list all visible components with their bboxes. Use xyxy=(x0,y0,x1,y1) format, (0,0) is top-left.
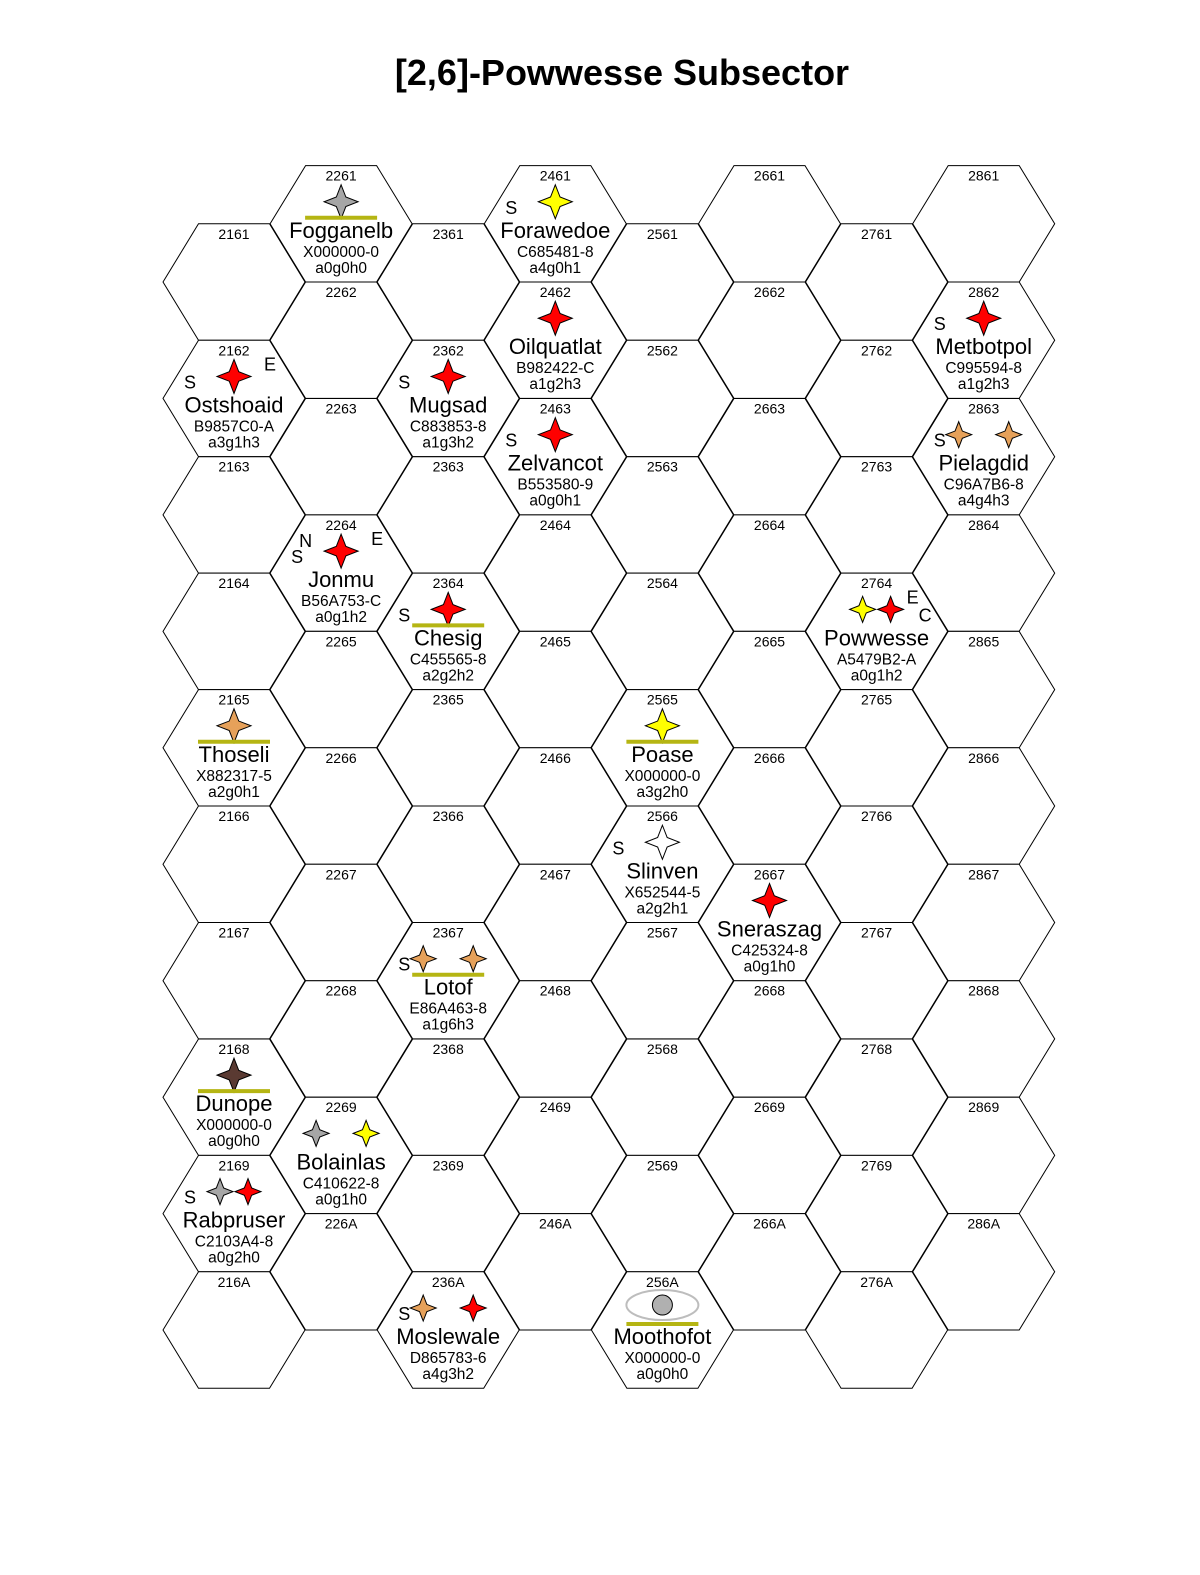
hex-number: 2468 xyxy=(539,982,571,999)
hex-number: 226A xyxy=(324,1215,358,1232)
hex-number: 2561 xyxy=(646,225,678,242)
world-name: Metbotpol xyxy=(935,334,1033,360)
hex-number: 2466 xyxy=(539,749,571,766)
base-code-e: E xyxy=(906,587,919,608)
hex-number: 2568 xyxy=(646,1040,678,1057)
world-name: Powwesse xyxy=(824,625,930,651)
hex-number: 2861 xyxy=(968,167,1000,184)
world-trade-code: a3g2h0 xyxy=(636,783,689,801)
hex-number: 2864 xyxy=(968,516,1000,533)
hex-number: 256A xyxy=(646,1273,679,1290)
hex-number: 2862 xyxy=(968,284,1000,301)
hex-number: 2369 xyxy=(432,1157,464,1174)
world-name: Moothofot xyxy=(613,1324,712,1350)
hex-number: 2365 xyxy=(432,691,464,708)
hex-number: 2167 xyxy=(218,924,250,941)
hex-number: 216A xyxy=(217,1273,251,1290)
hex-number: 2762 xyxy=(861,342,893,359)
world-uwp: B9857C0-A xyxy=(193,418,275,436)
world-trade-code: a2g0h1 xyxy=(208,783,260,801)
hex-number: 236A xyxy=(431,1273,465,1290)
world-uwp: C96A7B6-8 xyxy=(943,476,1024,494)
base-code-s: S xyxy=(184,372,197,393)
hex-number: 2362 xyxy=(432,342,464,359)
hex-number: 2868 xyxy=(968,982,1000,999)
world-trade-code: a0g1h2 xyxy=(315,609,367,627)
hex-number: 2866 xyxy=(968,749,1000,766)
base-code-s: S xyxy=(505,430,518,451)
hex-number: 2164 xyxy=(218,575,250,592)
world-trade-code: a0g1h0 xyxy=(315,1191,367,1209)
world-uwp: X000000-0 xyxy=(624,767,701,785)
hex-number: 2566 xyxy=(646,808,678,825)
world-trade-code: a0g1h0 xyxy=(743,958,796,976)
hex-number: 2667 xyxy=(753,866,786,883)
hex-number: 2465 xyxy=(539,633,571,650)
world-trade-code: a1g6h3 xyxy=(422,1016,475,1034)
hex-number: 2165 xyxy=(218,691,250,708)
world-name: Zelvancot xyxy=(507,450,603,476)
page-title: [2,6]-Powwesse Subsector xyxy=(394,52,850,93)
hex-number: 2168 xyxy=(218,1040,250,1057)
base-code-s: S xyxy=(398,605,411,626)
hex-number: 2364 xyxy=(432,575,464,592)
world-trade-code: a1g2h3 xyxy=(957,376,1010,394)
world-uwp: D865783-6 xyxy=(409,1350,487,1368)
hex-number: 2162 xyxy=(218,342,250,359)
hex-number: 2563 xyxy=(646,458,678,475)
hex-number: 2569 xyxy=(646,1157,678,1174)
base-code-s: S xyxy=(184,1187,197,1208)
base-code-s: S xyxy=(933,430,946,451)
world-trade-code: a0g0h0 xyxy=(208,1133,260,1151)
hex-number: 2361 xyxy=(432,225,464,242)
world-name: Sneraszag xyxy=(716,916,823,942)
hex-number: 2363 xyxy=(432,458,464,475)
hex-number: 2262 xyxy=(325,284,357,301)
world-name: Fogganelb xyxy=(289,217,394,243)
world-trade-code: a4g0h1 xyxy=(529,259,582,277)
hex-number: 2469 xyxy=(539,1099,571,1116)
hex-number: 246A xyxy=(538,1215,572,1232)
hex-number: 2766 xyxy=(861,808,893,825)
world-uwp: B56A753-C xyxy=(301,593,382,611)
world-trade-code: a1g2h3 xyxy=(529,376,582,394)
hex-number: 2163 xyxy=(218,458,250,475)
hex-number: 2261 xyxy=(325,167,357,184)
world-uwp: A5479B2-A xyxy=(836,651,917,669)
world-name: Lotof xyxy=(423,974,473,1000)
world-trade-code: a1g3h2 xyxy=(422,434,475,452)
hex-number: 2763 xyxy=(861,458,893,475)
world-uwp: B982422-C xyxy=(516,360,595,378)
base-code-n: N xyxy=(299,531,313,552)
world-name: Mugsad xyxy=(409,392,488,418)
world-uwp: E86A463-8 xyxy=(409,1000,487,1018)
hex-number: 2768 xyxy=(861,1040,893,1057)
hex-number: 2265 xyxy=(325,633,357,650)
world-uwp: C685481-8 xyxy=(516,243,594,261)
world-trade-code: a3g1h3 xyxy=(208,434,260,452)
world-trade-code: a2g2h1 xyxy=(636,900,689,918)
hex-number: 2266 xyxy=(325,749,357,766)
world-uwp: C883853-8 xyxy=(409,418,487,436)
world-name: Jonmu xyxy=(308,567,375,593)
world-name: Bolainlas xyxy=(296,1149,386,1175)
hex-number: 2263 xyxy=(325,400,357,417)
hex-number: 2169 xyxy=(218,1157,250,1174)
hex-number: 2269 xyxy=(325,1099,357,1116)
world-name: Oilquatlat xyxy=(508,334,602,360)
world-uwp: X000000-0 xyxy=(196,1117,272,1135)
base-code-e: E xyxy=(371,529,384,550)
world-uwp: C425324-8 xyxy=(731,942,808,960)
world-trade-code: a4g4h3 xyxy=(957,492,1010,510)
world-name: Chesig xyxy=(413,625,483,651)
world-name: Dunope xyxy=(195,1091,273,1117)
hex-number: 2665 xyxy=(753,633,786,650)
world-trade-code: a0g2h0 xyxy=(208,1249,260,1267)
hex-number: 2662 xyxy=(753,284,786,301)
hex-number: 2663 xyxy=(753,400,786,417)
hex-number: 2669 xyxy=(753,1099,786,1116)
world-trade-code: a0g0h0 xyxy=(315,259,367,277)
hex-number: 2666 xyxy=(753,749,786,766)
base-code-s: S xyxy=(291,547,304,568)
hex-number: 2268 xyxy=(325,982,357,999)
hex-number: 2761 xyxy=(861,225,893,242)
hex-number: 2764 xyxy=(861,575,893,592)
base-code-s: S xyxy=(398,372,411,393)
world-uwp: B553580-9 xyxy=(517,476,594,494)
hex-number: 2863 xyxy=(968,400,1000,417)
world-uwp: C455565-8 xyxy=(409,651,487,669)
hex-number: 2869 xyxy=(968,1099,1000,1116)
world-trade-code: a0g1h2 xyxy=(850,667,903,685)
base-code-s: S xyxy=(398,1304,411,1325)
base-code-s: S xyxy=(612,838,625,859)
hex-number: 2368 xyxy=(432,1040,464,1057)
hex-number: 2366 xyxy=(432,808,464,825)
base-code-c: C xyxy=(918,605,932,626)
world-trade-code: a4g3h2 xyxy=(422,1366,475,1384)
hex-number: 2664 xyxy=(753,516,786,533)
hex-number: 2562 xyxy=(646,342,678,359)
hex-number: 2462 xyxy=(539,284,571,301)
hex-number: 2264 xyxy=(325,516,357,533)
world-trade-code: a0g0h0 xyxy=(636,1366,689,1384)
base-code-s: S xyxy=(505,197,518,218)
base-code-s: S xyxy=(933,314,946,335)
world-uwp: C995594-8 xyxy=(945,360,1023,378)
base-code-e: E xyxy=(264,354,277,375)
world-name: Moslewale xyxy=(396,1324,501,1350)
hex-number: 2769 xyxy=(861,1157,893,1174)
hex-number: 2166 xyxy=(218,808,250,825)
base-code-s: S xyxy=(398,954,411,975)
world-uwp: C410622-8 xyxy=(302,1175,380,1193)
world-name: Thoseli xyxy=(198,741,270,767)
world-name: Slinven xyxy=(626,858,699,884)
hex-number: 2865 xyxy=(968,633,1000,650)
world-trade-code: a2g2h2 xyxy=(422,667,475,685)
world-trade-code: a0g0h1 xyxy=(529,492,582,510)
hex-number: 2767 xyxy=(861,924,893,941)
world-uwp: C2103A4-8 xyxy=(194,1233,274,1251)
world-name: Pielagdid xyxy=(938,450,1029,476)
world-name: Ostshoaid xyxy=(184,392,284,418)
world-uwp: X000000-0 xyxy=(624,1350,701,1368)
hex-number: 266A xyxy=(753,1215,786,1232)
planet-icon xyxy=(652,1295,672,1315)
hex-number: 2765 xyxy=(861,691,893,708)
world-name: Rabpruser xyxy=(182,1207,286,1233)
world-uwp: X000000-0 xyxy=(303,243,380,261)
world-name: Poase xyxy=(631,741,694,767)
world-uwp: X652544-5 xyxy=(624,884,701,902)
hex-number: 2464 xyxy=(539,516,571,533)
hex-number: 2661 xyxy=(753,167,786,184)
hex-grid xyxy=(163,166,1055,1389)
hex-number: 2567 xyxy=(646,924,678,941)
hex-number: 2463 xyxy=(539,400,571,417)
hex-number: 2867 xyxy=(968,866,1000,883)
hex-number: 2161 xyxy=(218,225,250,242)
hex-number: 2565 xyxy=(646,691,678,708)
hex-number: 2367 xyxy=(432,924,464,941)
hex-number: 2267 xyxy=(325,866,357,883)
hex-number: 2668 xyxy=(753,982,786,999)
hex-number: 286A xyxy=(967,1215,1001,1232)
hex-number: 2564 xyxy=(646,575,678,592)
world-name: Forawedoe xyxy=(500,217,611,243)
hex-number: 2461 xyxy=(539,167,571,184)
world-uwp: X882317-5 xyxy=(196,767,272,785)
hex-number: 276A xyxy=(860,1273,893,1290)
hex-number: 2467 xyxy=(539,866,571,883)
